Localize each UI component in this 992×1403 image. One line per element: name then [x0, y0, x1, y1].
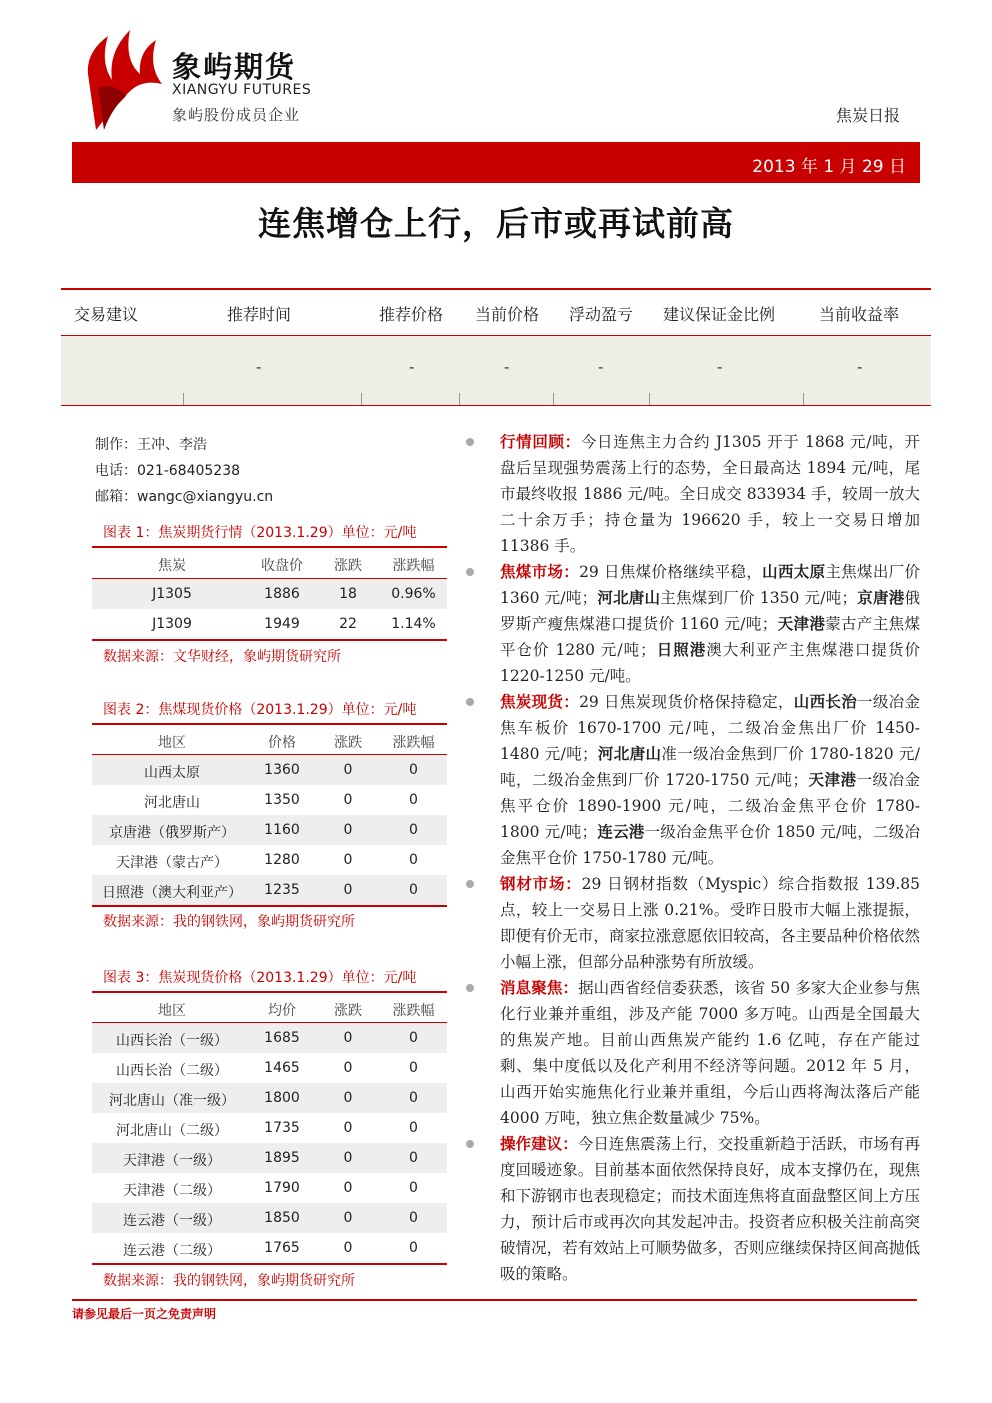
bullet-icon [466, 698, 474, 706]
table-cell: 1949 [264, 616, 300, 632]
location-label: 山西长治 [793, 693, 858, 711]
table3-header-cell: 均价 [268, 1003, 296, 1019]
table1-header-row [92, 548, 447, 578]
table-cell: 天津港（二级） [123, 1183, 221, 1199]
table-cell: 1350 [264, 792, 300, 808]
table-cell: 0 [343, 882, 353, 898]
trade-header-rec-price: 推荐价格 [379, 305, 444, 324]
table3-source: 数据来源：我的钢铁网，象屿期货研究所 [103, 1273, 355, 1289]
section-coal-title: 焦煤市场： [500, 563, 580, 581]
table-cell: 0.96% [391, 586, 436, 602]
table-cell: 1895 [264, 1150, 300, 1166]
table-cell: 0 [343, 1120, 353, 1136]
table2-header-cell: 地区 [158, 735, 186, 751]
table1-title: 图表 1：焦炭期货行情（2013.1.29）单位：元/吨 [103, 525, 417, 541]
section-news [500, 975, 920, 1131]
table-cell: 1360 [264, 762, 300, 778]
table-cell: 0 [409, 1120, 418, 1136]
location-label: 河北唐山 [597, 745, 662, 763]
brand-subtitle: 象屿股份成员企业 [172, 106, 301, 124]
location-label: 天津港 [808, 771, 857, 789]
trade-value-current-price: - [504, 358, 510, 376]
table-cell: 天津港（一级） [123, 1153, 221, 1169]
table-cell: 22 [339, 616, 357, 632]
section-coal-text: 俄罗斯产瘦焦煤港口提货价 1160 元/吨； [500, 589, 920, 633]
table2-source: 数据来源：我的钢铁网，象屿期货研究所 [103, 914, 355, 930]
xiangyu-flag-logo-icon [78, 22, 168, 132]
table-cell: 0 [343, 792, 353, 808]
table-cell: 0 [343, 1240, 353, 1256]
section-advice [500, 1131, 920, 1287]
table-cell: 0 [409, 792, 418, 808]
section-coal-text: 29 日焦煤价格继续平稳， [579, 563, 763, 581]
trade-header-float-pnl: 浮动盈亏 [569, 305, 634, 324]
section-coke-text: 一级冶金焦平仓价 1850 元/吨，二级冶金焦平仓价 1750-1780 元/吨。 [500, 823, 920, 867]
table1-source: 数据来源：文华财经，象屿期货研究所 [103, 649, 341, 665]
trade-header-return: 当前收益率 [819, 305, 900, 324]
location-label: 日照港 [655, 641, 707, 659]
section-steel-text: 29 日钢材指数（Myspic）综合指数报 139.85 点，较上一交易日上涨 0.21%。受昨日股市大幅上涨提振，即便有价无市，商家拉涨意愿依旧较高，各主要品种价格依然小幅上涨，但部分品种涨势有所放缓。 [500, 875, 920, 971]
section-steel-title: 钢材市场： [500, 875, 582, 893]
table-cell: 山西太原 [144, 765, 200, 781]
section-coal-text: 蒙古产主焦煤平仓价 1280 元/吨； [500, 615, 920, 659]
table3-header-cell: 地区 [158, 1003, 186, 1019]
table-cell: 1850 [264, 1210, 300, 1226]
table2-title: 图表 2：焦煤现货价格（2013.1.29）单位：元/吨 [103, 702, 417, 718]
table1-header-cell: 收盘价 [261, 558, 303, 574]
table-cell: 河北唐山（二级） [116, 1123, 228, 1139]
table-cell: 1685 [264, 1030, 300, 1046]
table3-header-cell: 涨跌 [334, 1003, 362, 1019]
table-cell: 山西长治（一级） [116, 1033, 228, 1049]
section-coal-text: 主焦煤到厂价 1350 元/吨； [660, 589, 857, 607]
table-row [92, 609, 447, 639]
table-row [92, 1173, 447, 1203]
section-advice-title: 操作建议： [500, 1135, 578, 1153]
table-row [92, 1023, 447, 1053]
location-label: 连云港 [597, 823, 645, 841]
table-cell: 0 [343, 1090, 353, 1106]
bullet-icon [466, 984, 474, 992]
table-cell: 0 [343, 1060, 353, 1076]
table-cell: J1305 [152, 586, 192, 602]
brand-name-cn: 象屿期货 [172, 50, 297, 84]
trade-header-margin: 建议保证金比例 [663, 305, 776, 324]
table3-header-cell: 涨跌幅 [392, 1003, 435, 1019]
table2-header-cell: 涨跌 [334, 735, 362, 751]
section-advice-text: 今日连焦震荡上行，交投重新趋于活跃，市场有再度回暖迹象。目前基本面依然保持良好，成本支撑仍在，现焦和下游钢市也表现稳定；而技术面连焦将直面盘整区间上方压力，预计后市或再次向其发起冲击。投资者应积极关注前高突破情况，若有效站上可顺势做多，否则应继续保持区间高抛低吸的策略。 [500, 1135, 920, 1283]
section-review-title: 行情回顾： [500, 433, 581, 451]
table-row [92, 1233, 447, 1263]
report-type: 焦炭日报 [835, 106, 900, 125]
bullet-icon [466, 568, 474, 576]
page-title: 连焦增仓上行，后市或再试前高 [258, 204, 734, 243]
table2-body [92, 755, 447, 905]
table-row [92, 1053, 447, 1083]
table-cell: 0 [409, 1240, 418, 1256]
table-cell: 0 [409, 1030, 418, 1046]
table-cell: 1.14% [391, 616, 436, 632]
table-cell: 日照港（澳大利亚产） [102, 885, 242, 901]
table-cell: 1800 [264, 1090, 300, 1106]
table2-header-row [92, 725, 447, 755]
table-cell: 1765 [264, 1240, 300, 1256]
table-row [92, 1203, 447, 1233]
section-coal [500, 559, 920, 689]
brand-name-en: XIANGYU FUTURES [172, 82, 312, 98]
table-cell: 0 [343, 852, 353, 868]
table-cell: 0 [409, 1180, 418, 1196]
table-cell: 18 [339, 586, 357, 602]
report-date: 2013 年 1 月 29 日 [752, 157, 906, 177]
table-cell: 0 [409, 1060, 418, 1076]
table-cell: 0 [343, 1150, 353, 1166]
section-coke-text: 一级冶金焦平仓价 1890-1900 元/吨，二级冶金焦平仓价 1780-1800 元/吨； [500, 771, 920, 841]
table3-header-row [92, 993, 447, 1023]
table-cell: 0 [409, 762, 418, 778]
table-cell: 0 [409, 1090, 418, 1106]
location-label: 河北唐山 [597, 589, 661, 607]
section-coke [500, 689, 920, 871]
table2-header-cell: 价格 [268, 735, 296, 751]
table-cell: 天津港（蒙古产） [116, 855, 228, 871]
trade-value-float-pnl: - [598, 358, 604, 376]
table1-body [92, 579, 447, 639]
table-cell: 0 [343, 1180, 353, 1196]
table-row [92, 1143, 447, 1173]
table-cell: 1280 [264, 852, 300, 868]
table-cell: 连云港（一级） [123, 1213, 221, 1229]
table-cell: 0 [409, 1150, 418, 1166]
trade-value-return: - [857, 358, 863, 376]
table-row [92, 785, 447, 815]
trade-header-time: 推荐时间 [227, 305, 292, 324]
table-row [92, 755, 447, 785]
trade-header-current-price: 当前价格 [475, 305, 540, 324]
section-news-text: 据山西省经信委获悉，该省 50 多家大企业参与焦化行业兼并重组，涉及产能 7000 多万吨。山西是全国最大的焦炭产地。目前山西焦炭产能约 1.6 亿吨，存在产能过剩、集中度低以及化产利用不经济等问题。2012 年 5 月，山西开始实施焦化行业兼并重组，今后山西将淘汰落后产能 4000 万吨，独立焦企数量减少 75%。 [500, 979, 920, 1127]
table-cell: 0 [409, 822, 418, 838]
section-coke-text: 准一级冶金焦到厂价 1780-1820 元/吨，二级冶金焦到厂价 1720-1750 元/吨； [500, 745, 920, 789]
table3-title: 图表 3：焦炭现货价格（2013.1.29）单位：元/吨 [103, 970, 417, 986]
table2-header-cell: 涨跌幅 [392, 735, 435, 751]
location-label: 天津港 [777, 615, 826, 633]
section-coal-text: 主焦煤出厂价 1360 元/吨； [500, 563, 920, 607]
table-cell: 河北唐山 [144, 795, 200, 811]
table-cell: 1465 [264, 1060, 300, 1076]
email: 邮箱：wangc@xiangyu.cn [95, 489, 274, 505]
section-coke-text: 一级冶金焦车板价 1670-1700 元/吨，二级冶金焦出厂价 1450-1480 元/吨； [500, 693, 920, 763]
table-cell: 京唐港（俄罗斯产） [109, 825, 235, 841]
table-cell: 1790 [264, 1180, 300, 1196]
section-news-title: 消息聚焦： [500, 979, 579, 997]
table-cell: 连云港（二级） [123, 1243, 221, 1259]
table-row [92, 875, 447, 905]
location-label: 山西太原 [762, 563, 826, 581]
table1-header-cell: 焦炭 [158, 558, 186, 574]
table-cell: 0 [409, 882, 418, 898]
bullet-icon [466, 880, 474, 888]
table1-header-cell: 涨跌幅 [392, 558, 435, 574]
trade-value-margin: - [717, 358, 723, 376]
section-coke-text: 29 日焦炭现货价格保持稳定， [579, 693, 794, 711]
table-cell: 0 [343, 1030, 353, 1046]
table-row [92, 1113, 447, 1143]
table-cell: 0 [409, 852, 418, 868]
table1-header-cell: 涨跌 [334, 558, 362, 574]
table-cell: 0 [409, 1210, 418, 1226]
section-coke-title: 焦炭现货： [500, 693, 580, 711]
table-cell: 0 [343, 1210, 353, 1226]
trade-value-time: - [256, 358, 262, 376]
trade-recommendation-table [61, 288, 931, 406]
trade-value-rec-price: - [409, 358, 415, 376]
table-cell: J1309 [152, 616, 192, 632]
table-cell: 1886 [264, 586, 300, 602]
bullet-icon [466, 438, 474, 446]
table-row [92, 845, 447, 875]
table3-body [92, 1023, 447, 1263]
table-row [92, 815, 447, 845]
location-label: 京唐港 [856, 589, 905, 607]
table-cell: 1735 [264, 1120, 300, 1136]
table-cell: 山西长治（二级） [116, 1063, 228, 1079]
table-row [92, 1083, 447, 1113]
author: 制作：王冲、李浩 [95, 437, 207, 453]
table-cell: 1160 [264, 822, 300, 838]
table-row [92, 579, 447, 609]
trade-header-advice: 交易建议 [74, 305, 139, 324]
section-coal-text: 澳大利亚产主焦煤港口提货价 1220-1250 元/吨。 [500, 641, 920, 685]
table-cell: 0 [343, 822, 353, 838]
section-review [500, 429, 920, 559]
table-cell: 0 [343, 762, 353, 778]
table-cell: 河北唐山（准一级） [109, 1093, 235, 1109]
disclaimer-note: 请参见最后一页之免责声明 [72, 1307, 217, 1321]
section-review-text: 今日连焦主力合约 J1305 开于 1868 元/吨，开盘后呈现强势震荡上行的态势，全日最高达 1894 元/吨，尾市最终收报 1886 元/吨。全日成交 833934 手，较周一放大二十余万手；持仓量为 196620 手，较上一交易日增加 11386 手。 [500, 433, 920, 555]
bullet-icon [466, 1140, 474, 1148]
phone: 电话：021-68405238 [95, 463, 241, 479]
footer-divider [72, 1299, 917, 1301]
section-steel [500, 871, 920, 975]
table-cell: 1235 [264, 882, 300, 898]
